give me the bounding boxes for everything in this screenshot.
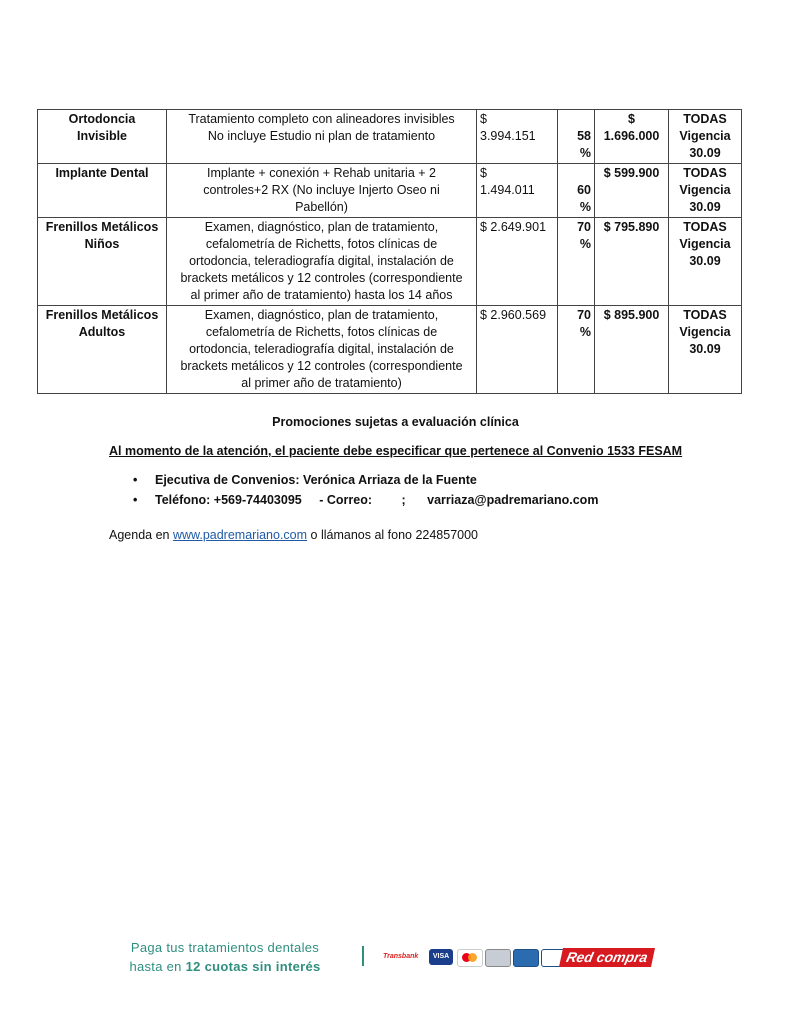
treatment-description-line: controles+2 RX (No incluye Injerto Oseo ni — [203, 183, 440, 197]
validity-line: TODAS — [683, 166, 727, 180]
promo-price-line: $ 895.900 — [603, 308, 660, 322]
validity — [669, 218, 742, 306]
footer-line-1: Paga tus tratamientos dentales — [130, 940, 320, 955]
website-link[interactable]: www.padremariano.com — [172, 528, 308, 542]
treatment-name — [38, 164, 167, 218]
treatment-description — [167, 110, 477, 164]
mail-separator: ; — [401, 493, 406, 507]
treatment-description-line: Examen, diagnóstico, plan de tratamiento, — [204, 220, 439, 234]
treatment-name — [38, 110, 167, 164]
original-price — [477, 306, 558, 394]
validity-line: Vigencia — [679, 183, 731, 197]
discount-unit: % — [579, 325, 591, 339]
contact-phone — [133, 491, 598, 511]
validity-line: 30.09 — [689, 146, 721, 160]
promo-price-line: $ — [628, 112, 635, 126]
validity-line: TODAS — [683, 308, 727, 322]
footer-payment-text — [123, 938, 327, 976]
validity — [669, 306, 742, 394]
original-price — [477, 110, 558, 164]
discount-number: 70 — [577, 220, 591, 234]
validity-line: TODAS — [683, 112, 727, 126]
contact-executive — [133, 471, 598, 491]
treatment-description — [167, 164, 477, 218]
visa-card-icon: VISA — [429, 949, 453, 965]
table-row — [38, 218, 742, 306]
treatment-description — [167, 306, 477, 394]
treatment-name-line: Niños — [84, 237, 120, 251]
validity-line: 30.09 — [689, 342, 721, 356]
agenda-suffix: o llámanos al fono 224857000 — [307, 528, 479, 542]
original-price-line: 3.994.151 — [480, 129, 536, 143]
validity-line: TODAS — [683, 220, 727, 234]
discount-percent — [558, 164, 595, 218]
treatment-name-line: Implante Dental — [55, 166, 149, 180]
executive-text: Ejecutiva de Convenios: Verónica Arriaza de la Fuente — [155, 473, 477, 487]
validity-line: Vigencia — [679, 237, 731, 251]
footer-line-2 — [123, 957, 327, 976]
treatment-description-line: cefalometría de Richetts, fotos clínicas de — [205, 237, 438, 251]
table-row — [38, 110, 742, 164]
treatment-description-line: Examen, diagnóstico, plan de tratamiento, — [204, 308, 439, 322]
redcompra-logo: Red compra — [559, 948, 655, 967]
original-price — [477, 164, 558, 218]
discount-percent — [558, 306, 595, 394]
discount-number: 58 — [577, 129, 591, 143]
footer-line-2-bold: 12 cuotas sin interés — [185, 959, 321, 974]
bullet-icon: • — [133, 493, 138, 507]
original-price-line: $ — [480, 166, 487, 180]
table-row — [38, 164, 742, 218]
treatment-name-line: Invisible — [76, 129, 128, 143]
original-price-line: 1.494.011 — [480, 183, 535, 197]
validity — [669, 110, 742, 164]
transbank-logo: Transbank — [383, 953, 419, 960]
treatments-table — [37, 109, 742, 394]
promo-price — [595, 306, 669, 394]
discount-unit: % — [579, 237, 591, 251]
promo-price — [595, 164, 669, 218]
mail-label: - Correo: — [319, 493, 372, 507]
discount-unit: % — [579, 146, 591, 160]
discount-number: 60 — [577, 183, 591, 197]
agenda-prefix: Agenda en — [109, 528, 173, 542]
promo-price-line: $ 599.900 — [603, 166, 660, 180]
email-text: varriaza@padremariano.com — [427, 493, 599, 507]
original-price — [477, 218, 558, 306]
mastercard-icon — [457, 949, 483, 967]
validity-line: 30.09 — [689, 254, 721, 268]
treatment-description-line: Pabellón) — [295, 200, 348, 214]
treatment-description-line: No incluye Estudio ni plan de tratamiento — [207, 129, 436, 143]
promo-price — [595, 110, 669, 164]
promo-price-line: $ 795.890 — [603, 220, 660, 234]
bullet-icon: • — [133, 473, 138, 487]
treatment-description-line: ortodoncia, teleradiografía digital, instalación de — [189, 342, 454, 356]
treatment-name-line: Frenillos Metálicos — [45, 220, 159, 234]
promo-price — [595, 218, 669, 306]
footer-line-2-prefix: hasta en — [129, 959, 186, 974]
contact-list — [133, 471, 598, 511]
treatment-description-line: al primer año de tratamiento) — [241, 376, 402, 390]
treatment-name — [38, 306, 167, 394]
treatment-description-line: brackets metálicos y 12 controles (correspondiente — [180, 271, 463, 285]
validity-line: 30.09 — [689, 200, 721, 214]
card-icon-gray — [485, 949, 511, 967]
promo-note: Promociones sujetas a evaluación clínica — [272, 415, 519, 429]
treatment-description-line: ortodoncia, teleradiografía digital, instalación de — [189, 254, 454, 268]
table-row — [38, 306, 742, 394]
treatment-description-line: brackets metálicos y 12 controles (correspondiente — [180, 359, 463, 373]
treatment-description-line: al primer año de tratamiento) hasta los 14 años — [190, 288, 453, 302]
treatment-description-line: Tratamiento completo con alineadores invisibles — [188, 112, 455, 126]
original-price-line: $ 2.960.569 — [480, 308, 547, 322]
treatment-name-line: Adultos — [78, 325, 126, 339]
treatment-name — [38, 218, 167, 306]
treatment-description-line: Implante + conexión + Rehab unitaria + 2 — [207, 166, 436, 180]
footer-divider — [362, 946, 364, 966]
validity-line: Vigencia — [679, 325, 731, 339]
validity — [669, 164, 742, 218]
promo-price-line: 1.696.000 — [603, 129, 660, 143]
treatment-name-line: Ortodoncia — [68, 112, 136, 126]
agenda-line — [109, 528, 478, 542]
discount-unit: % — [579, 200, 591, 214]
treatment-description-line: cefalometría de Richetts, fotos clínicas de — [205, 325, 438, 339]
phone-text: Teléfono: +569-74403095 — [155, 493, 302, 507]
treatment-name-line: Frenillos Metálicos — [45, 308, 159, 322]
validity-line: Vigencia — [679, 129, 731, 143]
discount-number: 70 — [577, 308, 591, 322]
discount-percent — [558, 218, 595, 306]
original-price-line: $ — [480, 112, 487, 126]
treatment-description — [167, 218, 477, 306]
discount-percent — [558, 110, 595, 164]
card-icon-blue — [513, 949, 539, 967]
convenio-note: Al momento de la atención, el paciente debe especificar que pertenece al Convenio 1533 FESAM — [109, 444, 683, 458]
original-price-line: $ 2.649.901 — [480, 220, 547, 234]
